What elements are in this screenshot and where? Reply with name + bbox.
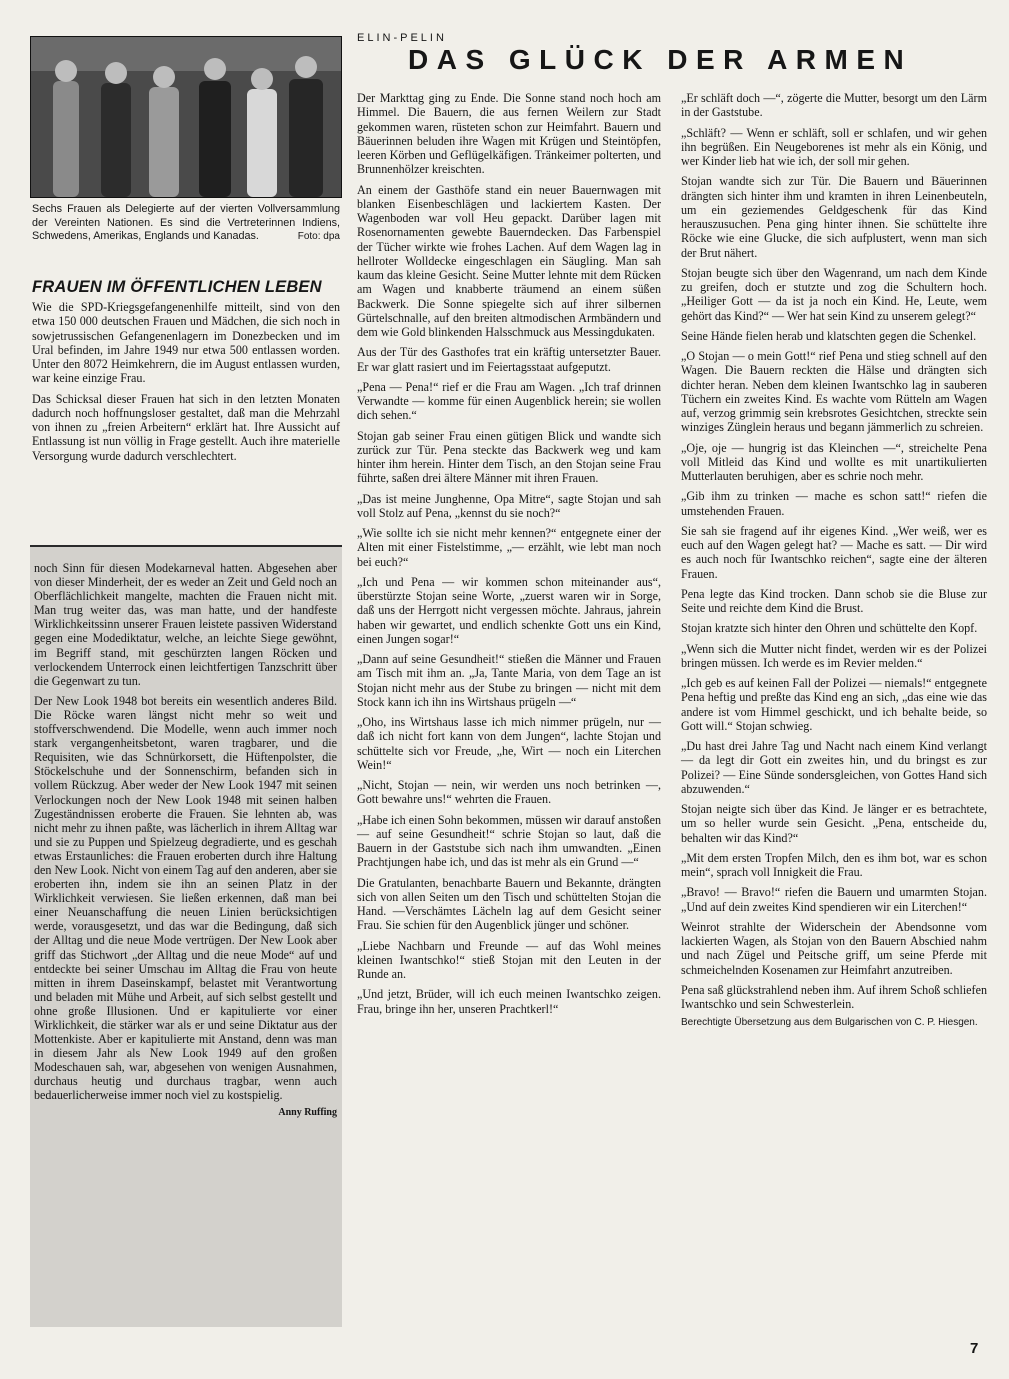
story-paragraph: Die Gratulanten, benachbarte Bauern und Bekannte, drängten sich von allen Seiten um den Tisch und schüttelten Stojan die Hand. —Verschämtes Lächeln lag auf dem Gesicht seiner Frau. Sie schien für den Augenblick jünger und schöner. (357, 875, 661, 933)
left-article-body (32, 300, 340, 469)
photo-credit: Foto: dpa (297, 231, 340, 242)
story-column-middle (357, 91, 661, 1022)
story-paragraph: „Mit dem ersten Tropfen Milch, den es ihm bot, war es schon mein“, sprach voll Innigkeit die Frau. (681, 850, 987, 879)
left-article-headline: FRAUEN IM ÖFFENTLICHEN LEBEN (32, 278, 322, 296)
boxed-article-author: Anny Ruffing (278, 1106, 337, 1118)
boxed-article-paragraph: Der New Look 1948 bot bereits ein wesentlich anderes Bild. Die Röcke waren längst nicht mehr so weit und stoffverschwendend. Die Modelle, wenn auch immer noch stark vergangenheitsbetont, waren tragbarer, und die Requisiten, wie das Schnürkorsett, die Hüftenpolster, die Stöckelschuhe und der Sonnenschirm, befanden sich in vollem Rückzug. Aber weder der New Look 1947 mit seinen Verlockungen noch der New Look 1948 mit seinen halben Zugeständnissen eroberte die Frauen. Sie lehnten ab, was nicht mehr zu ihnen paßte, was lächerlich in ihrem Alltag war und sie zu Puppen und Spielzeug degradierte, und es geschah etwas Erstaunliches: die Frauen eroberten durch ihre Haltung den New Look. Nicht von einem Tag auf den anderen, aber sie eroberten ihn, indem sie ihn an seinen Platz in der Wirklichkeit verwiesen. Sie ließen erkennen, daß man bei einer Neuanschaffung die neuen Linien berücksichtigen werde, vorausgesetzt, und das war die Bedingung, daß sich der Alltag und die neue Mode vertrügen. Der New Look aber griff das Stichwort „der Alltag und die neue Mode“ auf und entdeckte bei seiner Umschau im Alltag die Frau von heute mitten in ihrem Daseinskampf, belastet mit Verantwortung und beladen mit Mühe und Arbeit, auf sich selbst gestellt und ohne große Illusionen. Und er kapitulierte vor einer Wirklichkeit, die stärker war als er und seine Diktatur aus der Mottenkiste. Aber er kapitulierte mit Anstand, denn was man in diesem Jahr als New Look 1949 auf den großen Modeschauen sah, war, abgesehen von wenigen Ausnahmen, durchaus heutig und durchaus tragbar, wenn auch bedauerlicherweise immer noch viel zu kostspielig. (34, 693, 337, 1103)
page-number: 7 (970, 1340, 979, 1357)
story-title: DAS GLÜCK DER ARMEN (408, 44, 913, 75)
story-paragraph: Stojan beugte sich über den Wagenrand, um nach dem Kinde zu greifen, doch er stutzte und zog die Schultern hoch. „Heiliger Gott — da ist ja noch ein Kind. He, Leute, wem gehört das Kind?“ — Wer hat sein Kind zu unserem gelegt?“ (681, 265, 987, 323)
left-article-paragraph: Das Schicksal dieser Frauen hat sich in den letzten Monaten dadurch noch hoffnungsloser gestaltet, daß man die Mehrzahl von ihnen zu „freien Arbeitern“ erklärt hat. Ihre Aussicht auf Entlassung ist nun völlig in Frage gestellt. Auch ihre materielle Versorgung wurde dadurch verschlechtert. (32, 391, 340, 463)
story-paragraph: „Und jetzt, Brüder, will ich euch meinen Iwantschko zeigen. Frau, bringe ihn her, unseren Prachtkerl!“ (357, 987, 661, 1016)
photo-illustration (31, 37, 341, 197)
story-paragraph: „Er schläft doch —“, zögerte die Mutter, besorgt um den Lärm in der Gaststube. (681, 91, 987, 120)
story-paragraph: „Wenn sich die Mutter nicht findet, werden wir es der Polizei bringen müssen. Ich werde es im Revier melden.“ (681, 641, 987, 670)
story-paragraph: „Bravo! — Bravo!“ riefen die Bauern und umarmten Stojan. „Und auf dein zweites Kind spendieren wir ein Literchen!“ (681, 885, 987, 914)
left-article-paragraph: Wie die SPD-Kriegsgefangenenhilfe mitteilt, sind von den etwa 150 000 deutschen Frauen und Mädchen, die sich noch in sowjetrussischen Gefangenenlagern im Donezbecken und im Ural befinden, im Jahre 1949 nur etwa 500 entlassen worden. Unter den 8072 Heimkehrern, die im August entlassen wurden, war keine einzige Frau. (32, 300, 340, 386)
story-paragraph: „Du hast drei Jahre Tag und Nacht nach einem Kind verlangt — da legt dir Gott ein zweites hin, und du bringst es zur Polizei? — Eine Sünde sondersgleichen, von Gottes Hand sich abzuwenden.“ (681, 739, 987, 796)
story-column-right (681, 91, 987, 1029)
boxed-article-paragraph: noch Sinn für diesen Modekarneval hatten. Abgesehen aber von dieser Minderheit, der es weder an Zeit und Geld noch an Oberflächlichkeit mangelte, machten die Frauen nicht mit. Man trug weiter das, was man hatte, und der handfeste Wirklichkeitssinn unserer Frauen leistete passiven Widerstand gegen eine Modediktatur, welche, an leichte Siege gewöhnt, im Begriff stand, mit geschürzten langen Röcken und verlockendem Unterrock einen leichtfertigen Tanzschritt über die Gegenwart zu tun. (34, 561, 337, 688)
boxed-article (30, 545, 342, 1327)
story-paragraph: „Schläft? — Wenn er schläft, soll er schlafen, und wir gehen ihn begrüßen. Ein Neugeborenes ist mehr als ein König, und wer Kinder lieb hat wie ich, der soll mir gehen. (681, 125, 987, 168)
story-paragraph: Stojan wandte sich zur Tür. Die Bauern und Bäuerinnen drängten sich hinter ihm und kramten in ihren Leinenbeuteln, um ein geziemendes Geldgeschenk für das Kind herauszusuchen. Pena ging hinter ihnen. Sie schüttelte ihre Röcke wie eine Glucke, die sich aufplustert, wenn man sich der Brut nähert. (681, 174, 987, 260)
story-paragraph: Pena legte das Kind trocken. Dann schob sie die Bluse zur Seite und reichte dem Kind die Brust. (681, 586, 987, 615)
story-paragraph: Stojan kratzte sich hinter den Ohren und schüttelte den Kopf. (681, 621, 978, 636)
story-paragraph: Der Markttag ging zu Ende. Die Sonne stand noch hoch am Himmel. Die Bauern, die aus fernen Weilern zur Stadt gekommen waren, rüsteten schon zur Heimfahrt. Bauern und Bäuerinnen beluden ihre Wagen mit Krügen und Steintöpfen, leeren Körben und Geflügelkäfigen. Tränkeimer polterten, und Brunnenhölzer kreischten. (357, 91, 661, 177)
story-paragraph: „Habe ich einen Sohn bekommen, müssen wir darauf anstoßen — auf seine Gesundheit!“ schrie Stojan so laut, daß die Bauern in der Gaststube sich nach ihm umwandten. „Einen Prachtjungen habe ich, und das ist mehr als ein Grund —“ (357, 812, 661, 870)
story-paragraph: Weinrot strahlte der Widerschein der Abendsonne vom lackierten Wagen, als Stojan von den Bauern Abschied nahm und nach Zügel und Peitsche griff, um seine Pferde mit schmeichelnden Kosenamen zur Heimfahrt anzutreiben. (681, 919, 987, 977)
story-paragraph: „Ich geb es auf keinen Fall der Polizei — niemals!“ entgegnete Pena heftig und preßte das Kind eng an sich, „das eine wie das andere ist vom Himmel geschickt, und ich behalte beide, so Gott will.“ Stojan schwieg. (681, 676, 987, 733)
story-paragraph: „Wie sollte ich sie nicht mehr kennen?“ entgegnete einer der Alten mit einer Fistelstimme, „— erzählt, wie lebt man noch bei euch?“ (357, 526, 661, 569)
story-paragraph: Aus der Tür des Gasthofes trat ein kräftig untersetzter Bauer. Er war glatt rasiert und im Feiertagsstaat aufgeputzt. (357, 345, 661, 374)
delegates-photo (30, 36, 342, 198)
story-paragraph: Sie sah sie fragend auf ihr eigenes Kind. „Wer weiß, wer es euch auf den Wagen gelegt hat? — Mache es satt. — Dir wird es auch noch für Iwantschko reichen“, sagte eine der älteren Frauen. (681, 523, 987, 581)
story-author: ELIN-PELIN (357, 32, 447, 44)
story-paragraph: Stojan neigte sich über das Kind. Je länger er es betrachtete, um so heller wurde sein Gesicht. „Pena, entscheide du, behalten wir das Kind?“ (681, 802, 987, 845)
story-paragraph: „Pena — Pena!“ rief er die Frau am Wagen. „Ich traf drinnen Verwandte — komme für einen Augenblick herein; sie wollen dich sehen.“ (357, 379, 661, 423)
photo-caption (32, 203, 340, 244)
story-paragraph: Seine Hände fielen herab und klatschten gegen die Schenkel. (681, 328, 977, 343)
story-paragraph: „Oje, oje — hungrig ist das Kleinchen —“, streichelte Pena voll Mitleid das Kind und wollte es mit unartikulierten Mutterlauten beruhigen, aber es schrie noch mehr. (681, 440, 987, 483)
story-paragraph: Stojan gab seiner Frau einen gütigen Blick und wandte sich zurück zur Tür. Pena steckte das Backwerk weg und kam hinter ihm herein. Hinter dem Tisch, an den Stojan seine Frau führte, saßen drei ältere Männer mit ihren Frauen. (357, 428, 661, 486)
story-paragraph: „Liebe Nachbarn und Freunde — auf das Wohl meines kleinen Iwantschko!“ stieß Stojan mit den Leuten in der Runde an. (357, 938, 661, 981)
story-paragraph: „O Stojan — o mein Gott!“ rief Pena und stieg schnell auf den Wagen. Die Bauern reckten die Hälse und drängten sich dichter heran. Neben dem kleinen Iwantschko lag in sauberen Tüchern ein zweites Kind. Es wachte vom Rütteln am Wagen auf, verzog grimmig sein krebsrotes Gesichtchen, streckte sein winziges Zünglein heraus und begann jämmerlich zu schreien. (681, 349, 987, 435)
story-paragraph: „Das ist meine Junghenne, Opa Mitre“, sagte Stojan und sah voll Stolz auf Pena, „kennst du sie noch?“ (357, 491, 661, 520)
story-paragraph: An einem der Gasthöfe stand ein neuer Bauernwagen mit blanken Eisenbeschlägen und lackiertem Kasten. Der Wagenboden war voll Heu gepackt. Darüber lagen mit Rosenornamenten gewebte Bauerndecken. Das Farbenspiel der Tücher wirkte wie frohes Lachen. Auf dem Wagen lag in hellroter Wolldecke eingeschlagen ein Säugling. Man sah kaum das kleine Gesicht. Seine Mutter lehnte mit dem Rücken am Wagen und knabberte träumend an einem süßen Backwerk. Die Sonne spiegelte sich auf ihrer silbernen Gürtelschnalle, auf den breiten altmodischen Armbändern und dem wie Gold blinkenden Halsschmuck aus Messingdukaten. (357, 182, 661, 339)
story-paragraph: „Nicht, Stojan — nein, wir werden uns noch betrinken —, Gott bewahre uns!“ wehrten die Frauen. (357, 778, 661, 807)
story-paragraph: Pena saß glückstrahlend neben ihm. Auf ihrem Schoß schliefen Iwantschko und sein Schwesterlein. (681, 982, 987, 1011)
story-paragraph: „Dann auf seine Gesundheit!“ stießen die Männer und Frauen am Tisch mit ihm an. „Ja, Tante Maria, von dem Tage an ist Stojan nicht mehr aus der Stube zu bringen — nicht mit dem Stock kann ich ihn ins Wirtshaus prügeln —“ (357, 652, 661, 709)
story-paragraph: „Gib ihm zu trinken — mache es schon satt!“ riefen die umstehenden Frauen. (681, 489, 987, 518)
photo-caption-text: Sechs Frauen als Delegierte auf der vierten Vollversammlung der Vereinten Nationen. Es sind die Vertreterinnen Indiens, Schwedens, Amerikas, Englands und Kanadas. (32, 203, 340, 242)
boxed-article-body (34, 561, 337, 1103)
story-paragraph: „Ich und Pena — wir kommen schon miteinander aus“, überstürzte Stojan seine Worte, „zuerst waren wir in Sorge, daß uns der Herrgott nicht vergessen möchte. Jahraus, jahrein haben wir gewartet, und endlich schenkte Gott uns ein Kind, einen Jungen sogar!“ (357, 574, 661, 646)
story-paragraph: „Oho, ins Wirtshaus lasse ich mich nimmer prügeln, nur — daß ich nicht fort kann von dem Jungen“, lachte Stojan und schüttelte sich vor Freude, „he, Wirt — noch ein Literchen Wein!“ (357, 715, 661, 772)
translation-note: Berechtigte Übersetzung aus dem Bulgarischen von C. P. Hiesgen. (681, 1017, 978, 1029)
